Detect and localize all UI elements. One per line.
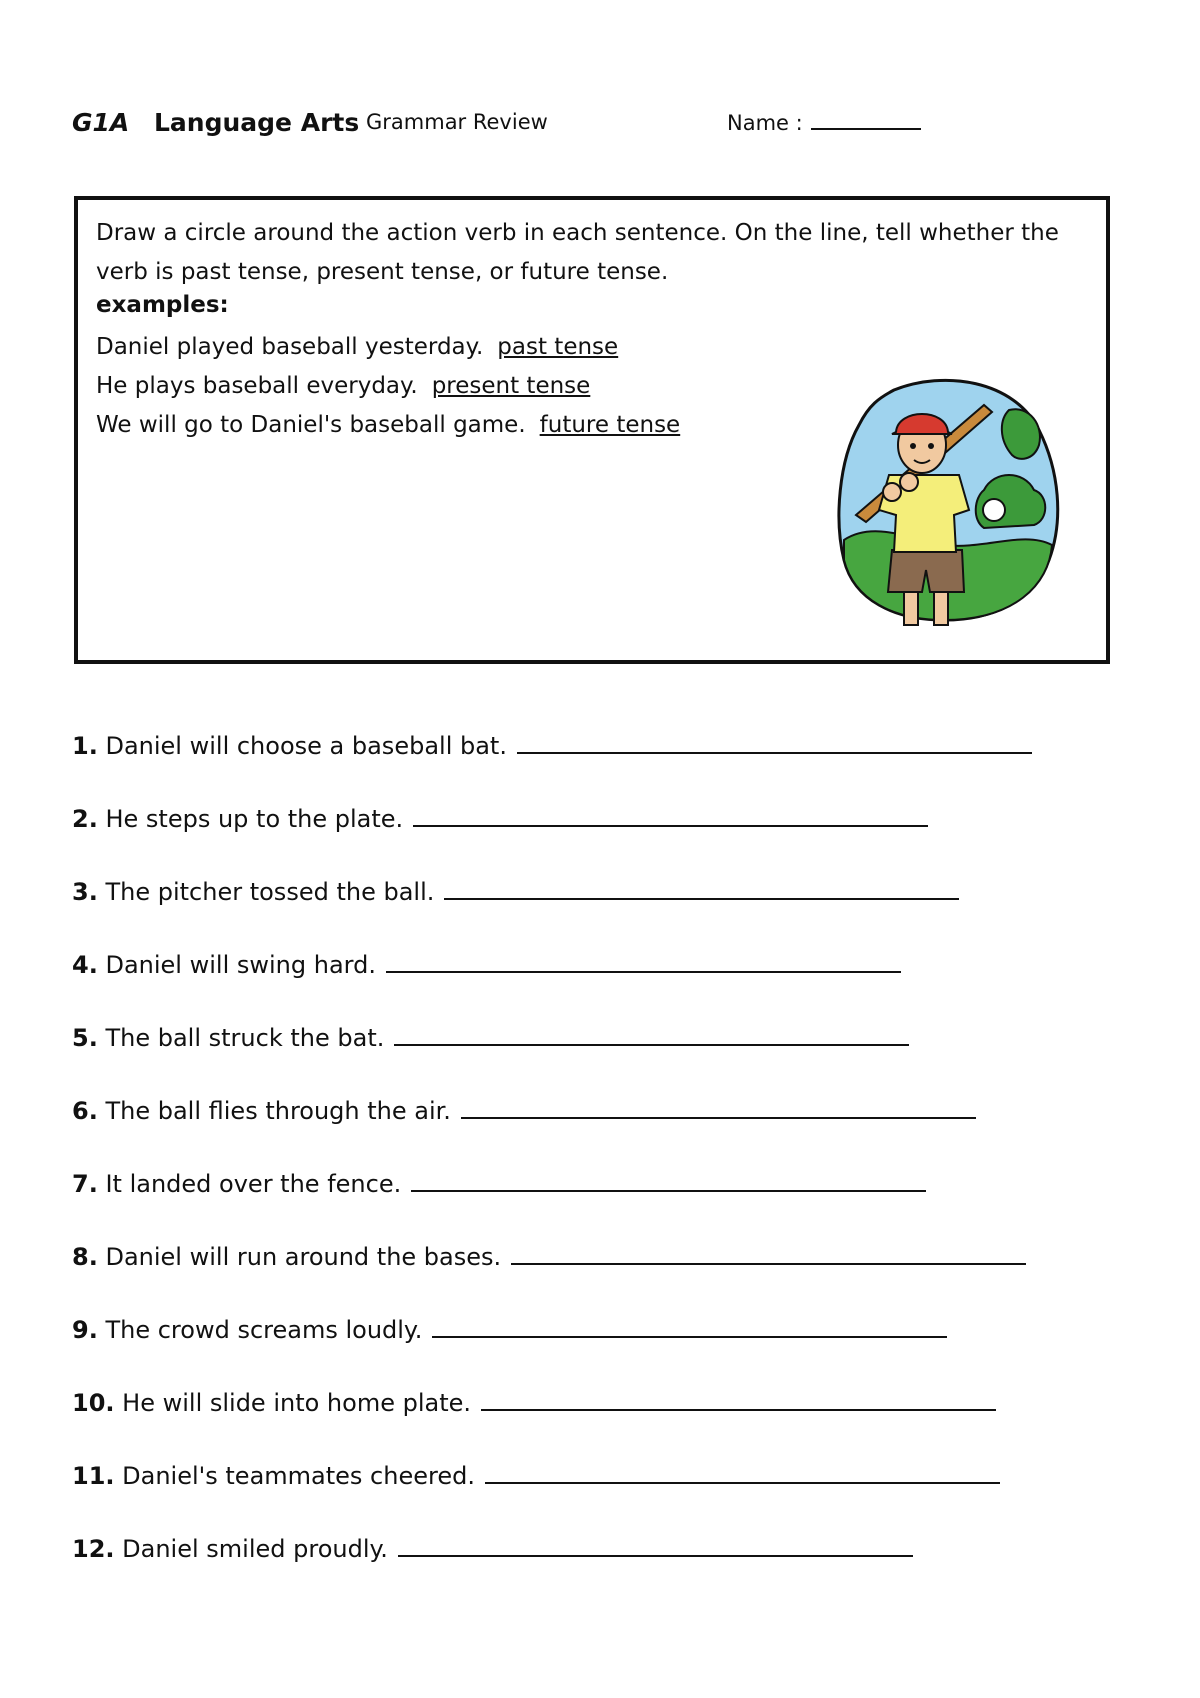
question-text: It landed over the fence. bbox=[105, 1170, 402, 1198]
question-number: 8. bbox=[72, 1243, 98, 1271]
answer-line[interactable] bbox=[394, 1024, 909, 1046]
question-number: 3. bbox=[72, 878, 98, 906]
question-text: The ball flies through the air. bbox=[105, 1097, 451, 1125]
name-field[interactable] bbox=[727, 110, 921, 135]
question-text: Daniel's teammates cheered. bbox=[122, 1462, 475, 1490]
worksheet-header bbox=[72, 104, 1072, 144]
baseball-player-icon bbox=[834, 370, 1064, 630]
question-number: 5. bbox=[72, 1024, 98, 1052]
question-number: 2. bbox=[72, 805, 98, 833]
answer-line[interactable] bbox=[413, 805, 928, 827]
question-text: He will slide into home plate. bbox=[122, 1389, 472, 1417]
example-sentence: He plays baseball everyday. bbox=[96, 373, 418, 399]
name-blank[interactable] bbox=[811, 110, 921, 130]
question-text: Daniel smiled proudly. bbox=[122, 1535, 388, 1563]
instructions-box bbox=[74, 196, 1110, 664]
answer-line[interactable] bbox=[411, 1170, 926, 1192]
answer-line[interactable] bbox=[481, 1389, 996, 1411]
question-text: The pitcher tossed the ball. bbox=[105, 878, 435, 906]
example-answer: past tense bbox=[497, 334, 619, 360]
question-text: Daniel will choose a baseball bat. bbox=[105, 732, 507, 760]
example-sentence: We will go to Daniel's baseball game. bbox=[96, 412, 526, 438]
answer-line[interactable] bbox=[461, 1097, 976, 1119]
example-2 bbox=[96, 373, 590, 399]
question-number: 7. bbox=[72, 1170, 98, 1198]
subject-title: Language Arts bbox=[154, 108, 360, 137]
question-number: 12. bbox=[72, 1535, 115, 1563]
question-text: Daniel will run around the bases. bbox=[105, 1243, 502, 1271]
answer-line[interactable] bbox=[517, 732, 1032, 754]
question-text: He steps up to the plate. bbox=[105, 805, 404, 833]
examples-label: examples: bbox=[96, 292, 229, 318]
name-label: Name : bbox=[727, 111, 803, 135]
question-8 bbox=[72, 1243, 1026, 1271]
question-text: The crowd screams loudly. bbox=[105, 1316, 423, 1344]
question-9 bbox=[72, 1316, 947, 1344]
question-6 bbox=[72, 1097, 976, 1125]
answer-line[interactable] bbox=[485, 1462, 1000, 1484]
question-7 bbox=[72, 1170, 926, 1198]
question-11 bbox=[72, 1462, 1000, 1490]
answer-line[interactable] bbox=[432, 1316, 947, 1338]
answer-line[interactable] bbox=[444, 878, 959, 900]
answer-line[interactable] bbox=[398, 1535, 913, 1557]
question-number: 10. bbox=[72, 1389, 115, 1417]
example-sentence: Daniel played baseball yesterday. bbox=[96, 334, 484, 360]
question-3 bbox=[72, 878, 959, 906]
worksheet-title: Grammar Review bbox=[366, 110, 548, 134]
question-12 bbox=[72, 1535, 913, 1563]
answer-line[interactable] bbox=[386, 951, 901, 973]
example-answer: future tense bbox=[539, 412, 681, 438]
question-number: 4. bbox=[72, 951, 98, 979]
example-answer: present tense bbox=[431, 373, 591, 399]
example-3 bbox=[96, 412, 680, 438]
class-code: G1A bbox=[72, 108, 130, 137]
example-1 bbox=[96, 334, 618, 360]
question-1 bbox=[72, 732, 1032, 760]
question-5 bbox=[72, 1024, 909, 1052]
question-text: Daniel will swing hard. bbox=[105, 951, 376, 979]
question-10 bbox=[72, 1389, 996, 1417]
question-2 bbox=[72, 805, 928, 833]
question-4 bbox=[72, 951, 901, 979]
question-text: The ball struck the bat. bbox=[105, 1024, 385, 1052]
question-number: 6. bbox=[72, 1097, 98, 1125]
question-number: 1. bbox=[72, 732, 98, 760]
answer-line[interactable] bbox=[511, 1243, 1026, 1265]
instructions-text: Draw a circle around the action verb in each sentence. On the line, tell whether the verb is past tense, present tense, or future tense. bbox=[96, 220, 1059, 285]
question-number: 11. bbox=[72, 1462, 115, 1490]
question-number: 9. bbox=[72, 1316, 98, 1344]
